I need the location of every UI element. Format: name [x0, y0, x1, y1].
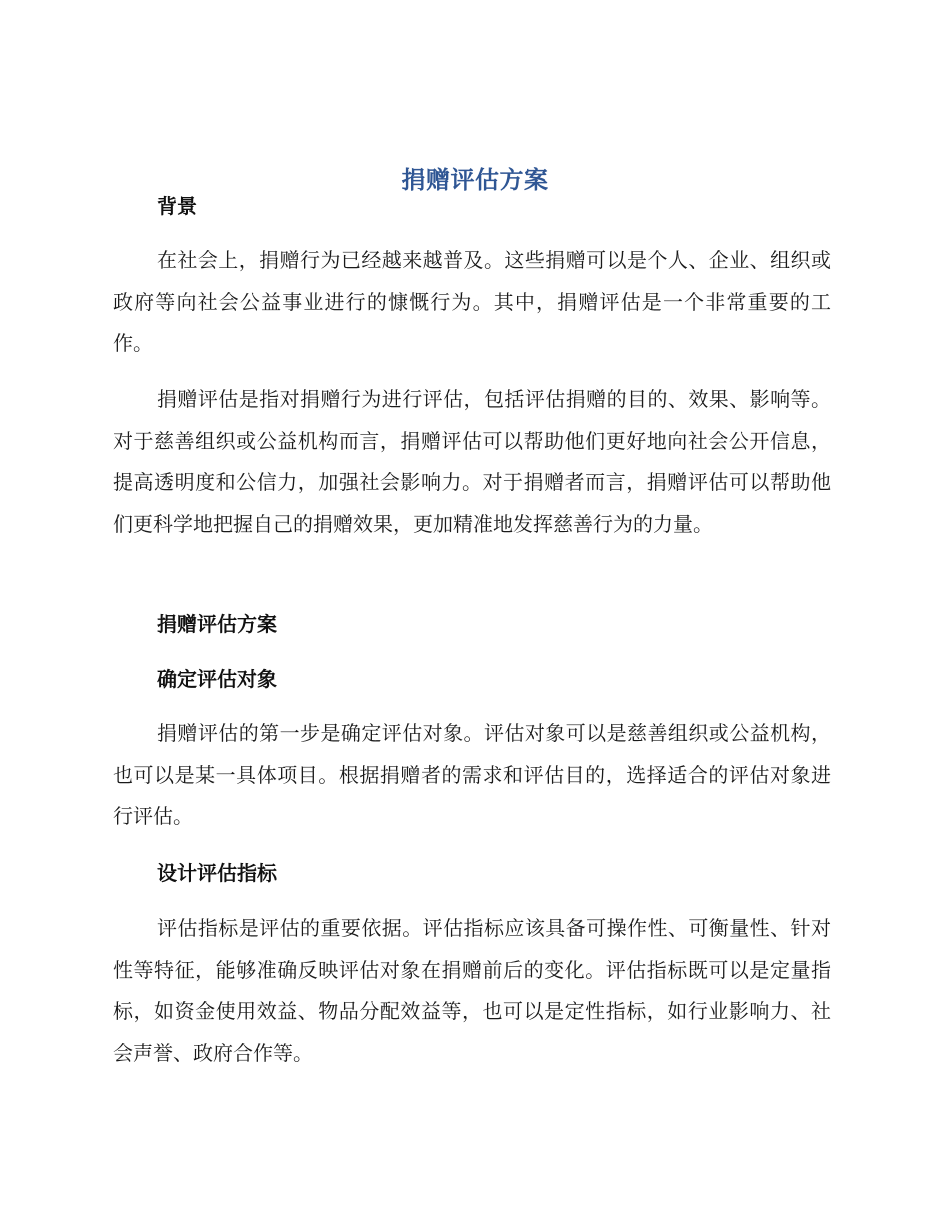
- section-heading-evaluation-target: 确定评估对象: [157, 667, 277, 691]
- section-heading-plan: 捐赠评估方案: [157, 612, 277, 636]
- section-heading-background: 背景: [157, 194, 197, 218]
- section-heading-evaluation-indicators: 设计评估指标: [157, 861, 277, 885]
- paragraph-background-2: 捐赠评估是指对捐赠行为进行评估，包括评估捐赠的目的、效果、影响等。对于慈善组织或公益机构而言，捐赠评估可以帮助他们更好地向社会公开信息，提高透明度和公信力，加强社会影响力。对于捐赠者而言，捐赠评估可以帮助他们更科学地把握自己的捐赠效果，更加精准地发挥慈善行为的力量。: [113, 387, 831, 536]
- paragraph-evaluation-target: 捐赠评估的第一步是确定评估对象。评估对象可以是慈善组织或公益机构，也可以是某一具体项目。根据捐赠者的需求和评估目的，选择适合的评估对象进行评估。: [113, 721, 831, 828]
- document-title: 捐赠评估方案: [401, 166, 549, 195]
- paragraph-background-1: 在社会上，捐赠行为已经越来越普及。这些捐赠可以是个人、企业、组织或政府等向社会公益事业进行的慷慨行为。其中，捐赠评估是一个非常重要的工作。: [113, 248, 831, 355]
- paragraph-evaluation-indicators: 评估指标是评估的重要依据。评估指标应该具备可操作性、可衡量性、针对性等特征，能够准确反映评估对象在捐赠前后的变化。评估指标既可以是定量指标，如资金使用效益、物品分配效益等，也可以是定性指标，如行业影响力、社会声誉、政府合作等。: [113, 916, 831, 1065]
